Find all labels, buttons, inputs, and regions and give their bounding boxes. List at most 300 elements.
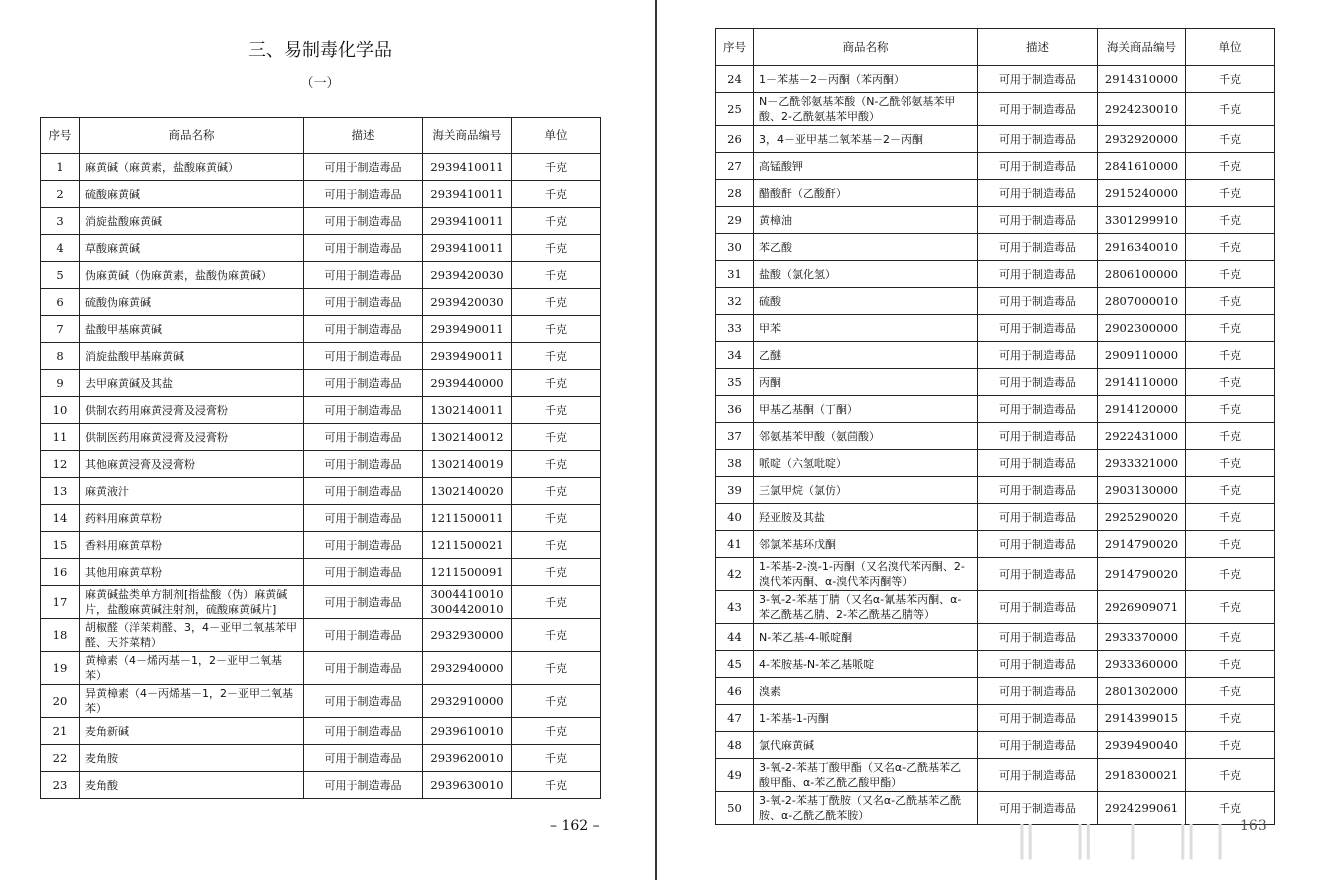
product-name-cell: 1-苯基-1-丙酮 [754,705,978,732]
customs-code-cell: 2939620010 [423,745,512,772]
unit-cell: 千克 [1186,477,1275,504]
product-name-cell: 3-氧-2-苯基丁酰胺（又名α-乙酰基苯乙酰胺、α-乙酰乙酰苯胺） [754,792,978,825]
row-index-cell: 30 [716,234,754,261]
description-cell: 可用于制造毒品 [978,66,1098,93]
customs-code-cell: 2903130000 [1098,477,1186,504]
table-row [716,93,1275,126]
row-index-cell: 36 [716,396,754,423]
table-row [41,424,601,451]
product-name-cell: 药料用麻黄草粉 [80,505,304,532]
row-index-cell: 10 [41,397,80,424]
table-header-row [41,118,601,154]
customs-code-cell: 2932930000 [423,619,512,652]
customs-code-cell: 2932920000 [1098,126,1186,153]
table-row [41,181,601,208]
row-index-cell: 7 [41,316,80,343]
customs-code-cell: 1211500011 [423,505,512,532]
description-cell: 可用于制造毒品 [304,235,423,262]
page-number-left: – 162 – [550,818,600,834]
customs-code-cell: 2916340010 [1098,234,1186,261]
table-row [716,624,1275,651]
customs-code-cell: 1302140020 [423,478,512,505]
column-header-description: 描述 [304,118,423,154]
customs-code-cell: 2914110000 [1098,369,1186,396]
table-row [41,685,601,718]
product-name-cell: 硫酸 [754,288,978,315]
unit-cell: 千克 [1186,234,1275,261]
row-index-cell: 49 [716,759,754,792]
product-name-cell: 盐酸甲基麻黄碱 [80,316,304,343]
unit-cell: 千克 [1186,591,1275,624]
customs-code-cell: 2939420030 [423,289,512,316]
unit-cell: 千克 [512,745,601,772]
section-title: 三、易制毒化学品 [248,40,392,61]
product-name-cell: 1-苯基-2-溴-1-丙酮（又名溴代苯丙酮、2-溴代苯丙酮、α-溴代苯丙酮等） [754,558,978,591]
row-index-cell: 39 [716,477,754,504]
product-name-cell: 麦角胺 [80,745,304,772]
row-index-cell: 27 [716,153,754,180]
row-index-cell: 23 [41,772,80,799]
row-index-cell: 46 [716,678,754,705]
product-name-cell: 氯代麻黄碱 [754,732,978,759]
product-name-cell: 4-苯胺基-N-苯乙基哌啶 [754,651,978,678]
row-index-cell: 4 [41,235,80,262]
unit-cell: 千克 [1186,423,1275,450]
row-index-cell: 50 [716,792,754,825]
column-header-product-name: 商品名称 [80,118,304,154]
table-row [716,591,1275,624]
customs-code-cell: 2939490040 [1098,732,1186,759]
unit-cell: 千克 [1186,531,1275,558]
customs-code-cell: 2932910000 [423,685,512,718]
customs-code-cell: 2939410011 [423,235,512,262]
unit-cell: 千克 [512,505,601,532]
unit-cell: 千克 [512,652,601,685]
product-name-cell: 醋酸酐（乙酸酐） [754,180,978,207]
description-cell: 可用于制造毒品 [304,316,423,343]
row-index-cell: 6 [41,289,80,316]
table-row [716,369,1275,396]
row-index-cell: 45 [716,651,754,678]
table-row [41,154,601,181]
table-row [716,153,1275,180]
column-header-description: 描述 [978,29,1098,66]
unit-cell: 千克 [1186,705,1275,732]
description-cell: 可用于制造毒品 [304,181,423,208]
table-row [41,619,601,652]
customs-code-cell: 2925290020 [1098,504,1186,531]
description-cell: 可用于制造毒品 [304,289,423,316]
table-row [716,234,1275,261]
unit-cell: 千克 [512,154,601,181]
product-name-cell: 3-氧-2-苯基丁腈（又名α-氰基苯丙酮、α-苯乙酰基乙腈、2-苯乙酰基乙腈等） [754,591,978,624]
customs-code-cell: 2914790020 [1098,558,1186,591]
product-name-cell: 消旋盐酸甲基麻黄碱 [80,343,304,370]
customs-code-cell: 2909110000 [1098,342,1186,369]
product-name-cell: 胡椒醛（洋茉莉醛、3，4－亚甲二氧基苯甲醛、天芥菜精） [80,619,304,652]
row-index-cell: 9 [41,370,80,397]
customs-code-cell: 2939440000 [423,370,512,397]
right-chemical-table [715,28,1275,825]
table-row [716,531,1275,558]
unit-cell: 千克 [512,451,601,478]
description-cell: 可用于制造毒品 [304,532,423,559]
row-index-cell: 5 [41,262,80,289]
page-number-right: 163 [1240,818,1267,834]
product-name-cell: 硫酸麻黄碱 [80,181,304,208]
description-cell: 可用于制造毒品 [978,180,1098,207]
table-row [41,745,601,772]
row-index-cell: 1 [41,154,80,181]
product-name-cell: 黄樟素（4－烯丙基－1，2－亚甲二氧基苯） [80,652,304,685]
unit-cell: 千克 [512,718,601,745]
customs-code-cell: 2806100000 [1098,261,1186,288]
row-index-cell: 48 [716,732,754,759]
column-header-unit: 单位 [1186,29,1275,66]
product-name-cell: 供制农药用麻黄浸膏及浸膏粉 [80,397,304,424]
row-index-cell: 40 [716,504,754,531]
table-row [716,315,1275,342]
unit-cell: 千克 [1186,261,1275,288]
description-cell: 可用于制造毒品 [304,685,423,718]
unit-cell: 千克 [1186,93,1275,126]
unit-cell: 千克 [1186,732,1275,759]
description-cell: 可用于制造毒品 [978,396,1098,423]
customs-code-cell: 1211500021 [423,532,512,559]
row-index-cell: 43 [716,591,754,624]
description-cell: 可用于制造毒品 [304,397,423,424]
table-header-row [716,29,1275,66]
product-name-cell: 羟亚胺及其盐 [754,504,978,531]
row-index-cell: 20 [41,685,80,718]
description-cell: 可用于制造毒品 [304,745,423,772]
description-cell: 可用于制造毒品 [978,153,1098,180]
table-row [41,559,601,586]
product-name-cell: 供制医药用麻黄浸膏及浸膏粉 [80,424,304,451]
description-cell: 可用于制造毒品 [978,732,1098,759]
customs-code-cell: 2914790020 [1098,531,1186,558]
description-cell: 可用于制造毒品 [304,262,423,289]
product-name-cell: 乙醚 [754,342,978,369]
table-row [716,651,1275,678]
unit-cell: 千克 [512,208,601,235]
customs-code-cell: 3004410010 3004420010 [423,586,512,619]
unit-cell: 千克 [512,235,601,262]
product-name-cell: N-苯乙基-4-哌啶酮 [754,624,978,651]
unit-cell: 千克 [1186,126,1275,153]
product-name-cell: 硫酸伪麻黄碱 [80,289,304,316]
page-divider [655,0,657,880]
table-row [716,678,1275,705]
table-row [716,558,1275,591]
table-row [716,504,1275,531]
description-cell: 可用于制造毒品 [978,369,1098,396]
description-cell: 可用于制造毒品 [978,342,1098,369]
customs-code-cell: 1302140011 [423,397,512,424]
customs-code-cell: 2939610010 [423,718,512,745]
customs-code-cell: 2939490011 [423,316,512,343]
row-index-cell: 11 [41,424,80,451]
unit-cell: 千克 [512,181,601,208]
product-name-cell: 消旋盐酸麻黄碱 [80,208,304,235]
table-row [716,66,1275,93]
row-index-cell: 28 [716,180,754,207]
unit-cell: 千克 [512,289,601,316]
column-header-row-index: 序号 [716,29,754,66]
row-index-cell: 21 [41,718,80,745]
table-row [716,207,1275,234]
table-row [716,261,1275,288]
column-header-unit: 单位 [512,118,601,154]
table-row [716,792,1275,825]
unit-cell: 千克 [1186,759,1275,792]
unit-cell: 千克 [1186,396,1275,423]
table-row [41,343,601,370]
unit-cell: 千克 [1186,651,1275,678]
row-index-cell: 8 [41,343,80,370]
customs-code-cell: 2933321000 [1098,450,1186,477]
product-name-cell: 黄樟油 [754,207,978,234]
table-row [716,396,1275,423]
column-header-customs-code: 海关商品编号 [423,118,512,154]
unit-cell: 千克 [512,397,601,424]
description-cell: 可用于制造毒品 [978,450,1098,477]
description-cell: 可用于制造毒品 [304,652,423,685]
table-row [716,450,1275,477]
table-row [716,705,1275,732]
unit-cell: 千克 [512,316,601,343]
customs-code-cell: 2801302000 [1098,678,1186,705]
product-name-cell: 其他用麻黄草粉 [80,559,304,586]
row-index-cell: 38 [716,450,754,477]
customs-code-cell: 2902300000 [1098,315,1186,342]
unit-cell: 千克 [512,478,601,505]
unit-cell: 千克 [1186,288,1275,315]
customs-code-cell: 2841610000 [1098,153,1186,180]
table-row [41,718,601,745]
table-row [41,652,601,685]
row-index-cell: 18 [41,619,80,652]
table-row [716,288,1275,315]
description-cell: 可用于制造毒品 [978,558,1098,591]
description-cell: 可用于制造毒品 [978,792,1098,825]
customs-code-cell: 2807000010 [1098,288,1186,315]
description-cell: 可用于制造毒品 [978,477,1098,504]
product-name-cell: 去甲麻黄碱及其盐 [80,370,304,397]
watermark: ▕▏▕▏ ▏▕▏▏ [1000,825,1249,860]
description-cell: 可用于制造毒品 [978,678,1098,705]
column-header-row-index: 序号 [41,118,80,154]
description-cell: 可用于制造毒品 [978,651,1098,678]
unit-cell: 千克 [1186,558,1275,591]
product-name-cell: 麻黄碱（麻黄素，盐酸麻黄碱） [80,154,304,181]
table-row [41,370,601,397]
table-row [41,772,601,799]
customs-code-cell: 1211500091 [423,559,512,586]
unit-cell: 千克 [512,685,601,718]
row-index-cell: 31 [716,261,754,288]
description-cell: 可用于制造毒品 [978,234,1098,261]
row-index-cell: 29 [716,207,754,234]
table-row [716,477,1275,504]
customs-code-cell: 2922431000 [1098,423,1186,450]
unit-cell: 千克 [512,343,601,370]
product-name-cell: 甲基乙基酮（丁酮） [754,396,978,423]
unit-cell: 千克 [1186,624,1275,651]
unit-cell: 千克 [512,559,601,586]
product-name-cell: 异黄樟素（4－丙烯基－1，2－亚甲二氧基苯） [80,685,304,718]
row-index-cell: 14 [41,505,80,532]
product-name-cell: 邻氯苯基环戊酮 [754,531,978,558]
table-row [716,759,1275,792]
table-row [41,235,601,262]
table-row [716,423,1275,450]
table-row [41,586,601,619]
description-cell: 可用于制造毒品 [978,504,1098,531]
table-row [716,732,1275,759]
table-row [716,180,1275,207]
unit-cell: 千克 [1186,678,1275,705]
row-index-cell: 26 [716,126,754,153]
customs-code-cell: 2933360000 [1098,651,1186,678]
table-row [716,126,1275,153]
product-name-cell: 伪麻黄碱（伪麻黄素，盐酸伪麻黄碱） [80,262,304,289]
section-subtitle: （一） [300,76,340,91]
row-index-cell: 25 [716,93,754,126]
row-index-cell: 2 [41,181,80,208]
description-cell: 可用于制造毒品 [304,478,423,505]
customs-code-cell: 2926909071 [1098,591,1186,624]
row-index-cell: 19 [41,652,80,685]
description-cell: 可用于制造毒品 [304,559,423,586]
column-header-product-name: 商品名称 [754,29,978,66]
unit-cell: 千克 [1186,792,1275,825]
product-name-cell: 麻黄液汁 [80,478,304,505]
product-name-cell: 盐酸（氯化氢） [754,261,978,288]
table-row [41,505,601,532]
row-index-cell: 42 [716,558,754,591]
product-name-cell: 溴素 [754,678,978,705]
description-cell: 可用于制造毒品 [978,288,1098,315]
row-index-cell: 41 [716,531,754,558]
product-name-cell: 高锰酸钾 [754,153,978,180]
description-cell: 可用于制造毒品 [304,370,423,397]
row-index-cell: 16 [41,559,80,586]
product-name-cell: 麻黄碱盐类单方制剂[指盐酸（伪）麻黄碱片，盐酸麻黄碱注射剂，硫酸麻黄碱片] [80,586,304,619]
row-index-cell: 37 [716,423,754,450]
unit-cell: 千克 [1186,180,1275,207]
row-index-cell: 12 [41,451,80,478]
description-cell: 可用于制造毒品 [304,619,423,652]
row-index-cell: 32 [716,288,754,315]
row-index-cell: 35 [716,369,754,396]
description-cell: 可用于制造毒品 [978,759,1098,792]
row-index-cell: 3 [41,208,80,235]
unit-cell: 千克 [1186,369,1275,396]
description-cell: 可用于制造毒品 [304,343,423,370]
row-index-cell: 15 [41,532,80,559]
unit-cell: 千克 [512,619,601,652]
table-row [41,451,601,478]
table-row [41,262,601,289]
description-cell: 可用于制造毒品 [978,624,1098,651]
product-name-cell: 香料用麻黄草粉 [80,532,304,559]
description-cell: 可用于制造毒品 [978,591,1098,624]
product-name-cell: 麦角新碱 [80,718,304,745]
product-name-cell: 1－苯基－2－丙酮（苯丙酮） [754,66,978,93]
customs-code-cell: 2914120000 [1098,396,1186,423]
row-index-cell: 44 [716,624,754,651]
description-cell: 可用于制造毒品 [978,315,1098,342]
table-row [41,397,601,424]
column-header-customs-code: 海关商品编号 [1098,29,1186,66]
left-chemical-table [40,117,601,799]
customs-code-cell: 2933370000 [1098,624,1186,651]
unit-cell: 千克 [1186,342,1275,369]
product-name-cell: 苯乙酸 [754,234,978,261]
unit-cell: 千克 [512,262,601,289]
table-row [41,289,601,316]
customs-code-cell: 2924299061 [1098,792,1186,825]
description-cell: 可用于制造毒品 [978,126,1098,153]
customs-code-cell: 2914310000 [1098,66,1186,93]
unit-cell: 千克 [512,586,601,619]
unit-cell: 千克 [1186,153,1275,180]
product-name-cell: 麦角酸 [80,772,304,799]
table-row [41,532,601,559]
description-cell: 可用于制造毒品 [304,505,423,532]
description-cell: 可用于制造毒品 [304,586,423,619]
unit-cell: 千克 [512,532,601,559]
product-name-cell: N－乙酰邻氨基苯酸（N-乙酰邻氨基苯甲酸、2-乙酰氨基苯甲酸） [754,93,978,126]
description-cell: 可用于制造毒品 [304,451,423,478]
table-row [41,478,601,505]
row-index-cell: 33 [716,315,754,342]
unit-cell: 千克 [512,424,601,451]
product-name-cell: 3-氧-2-苯基丁酸甲酯（又名α-乙酰基苯乙酸甲酯、α-苯乙酰乙酸甲酯） [754,759,978,792]
unit-cell: 千克 [512,772,601,799]
unit-cell: 千克 [1186,450,1275,477]
description-cell: 可用于制造毒品 [978,423,1098,450]
description-cell: 可用于制造毒品 [304,772,423,799]
row-index-cell: 24 [716,66,754,93]
product-name-cell: 草酸麻黄碱 [80,235,304,262]
customs-code-cell: 3301299910 [1098,207,1186,234]
product-name-cell: 丙酮 [754,369,978,396]
table-row [41,316,601,343]
customs-code-cell: 2932940000 [423,652,512,685]
unit-cell: 千克 [1186,315,1275,342]
row-index-cell: 47 [716,705,754,732]
description-cell: 可用于制造毒品 [978,531,1098,558]
table-row [41,208,601,235]
customs-code-cell: 2939410011 [423,208,512,235]
product-name-cell: 其他麻黄浸膏及浸膏粉 [80,451,304,478]
customs-code-cell: 2915240000 [1098,180,1186,207]
product-name-cell: 甲苯 [754,315,978,342]
unit-cell: 千克 [1186,207,1275,234]
customs-code-cell: 1302140012 [423,424,512,451]
row-index-cell: 22 [41,745,80,772]
row-index-cell: 13 [41,478,80,505]
customs-code-cell: 2939490011 [423,343,512,370]
product-name-cell: 邻氨基苯甲酸（氨茴酸） [754,423,978,450]
description-cell: 可用于制造毒品 [978,93,1098,126]
row-index-cell: 34 [716,342,754,369]
description-cell: 可用于制造毒品 [978,261,1098,288]
customs-code-cell: 2924230010 [1098,93,1186,126]
product-name-cell: 哌啶（六氢吡啶） [754,450,978,477]
